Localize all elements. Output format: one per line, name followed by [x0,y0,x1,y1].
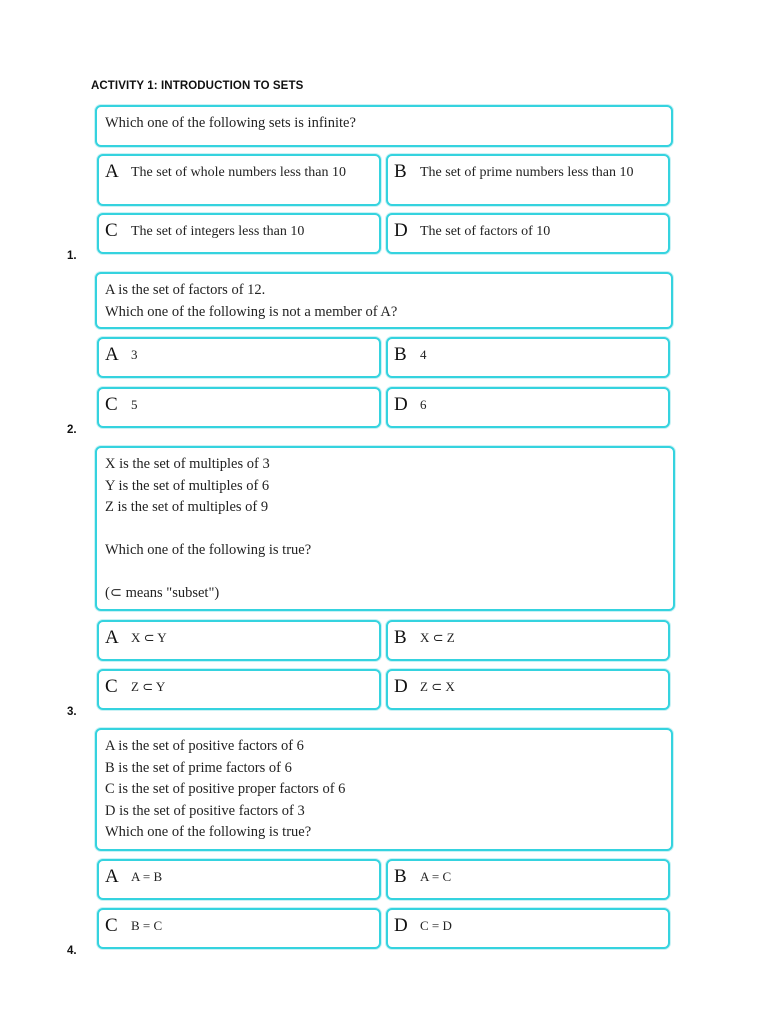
question-4-number: 4. [67,945,77,957]
question-4-line-5: Which one of the following is true? [105,824,312,840]
option-letter: C [105,394,118,415]
option-text: 4 [420,347,427,362]
question-1-line-1: Which one of the following sets is infinite? [105,115,356,131]
question-1-option-b[interactable] [386,154,670,206]
option-letter: A [105,627,119,648]
question-3-stem [95,446,675,611]
question-3-option-c[interactable] [97,669,381,710]
option-letter: A [105,344,119,365]
option-text: Z ⊂ X [420,679,455,694]
option-text: X ⊂ Z [420,630,455,645]
question-2-option-c[interactable] [97,387,381,428]
question-4-option-a[interactable] [97,859,381,900]
option-letter: B [394,627,407,648]
option-text: The set of integers less than 10 [131,224,305,239]
option-letter: C [105,676,118,697]
spacer [105,519,665,541]
question-3-option-d[interactable] [386,669,670,710]
question-4-line-1: A is the set of positive factors of 6 [105,738,304,754]
question-3-line-5: (⊂ means "subset") [105,585,220,601]
question-2-line-1: A is the set of factors of 12. [105,282,266,298]
option-letter: D [394,220,408,241]
activity-title: ACTIVITY 1: INTRODUCTION TO SETS [91,80,304,92]
question-4-stem [95,728,673,851]
option-letter: D [394,915,408,936]
question-4-option-d[interactable] [386,908,670,949]
question-2-option-a[interactable] [97,337,381,378]
question-1-option-c[interactable] [97,213,381,254]
option-text: C = D [420,918,452,933]
question-3-line-3: Z is the set of multiples of 9 [105,499,269,515]
option-text: B = C [131,918,163,933]
question-3-option-b[interactable] [386,620,670,661]
option-letter: A [105,866,119,887]
question-1-number: 1. [67,250,77,262]
option-text: 5 [131,397,138,412]
question-3-number: 3. [67,706,77,718]
option-text: 6 [420,397,427,412]
question-1-option-a[interactable] [97,154,381,206]
option-letter: D [394,394,408,415]
question-2-line-2: Which one of the following is not a member of A? [105,303,398,320]
option-text: A = C [420,869,452,884]
option-text: A = B [131,869,163,884]
question-4-line-4: D is the set of positive factors of 3 [105,802,305,819]
question-1-stem [95,105,673,147]
option-text: 3 [131,347,138,362]
question-1-option-d[interactable] [386,213,670,254]
option-text: The set of factors of 10 [420,224,551,239]
question-2-stem [95,272,673,329]
option-letter: C [105,220,118,241]
question-4-option-b[interactable] [386,859,670,900]
option-letter: A [105,161,119,182]
question-4-line-2: B is the set of prime factors of 6 [105,759,292,776]
question-4-option-c[interactable] [97,908,381,949]
question-2-option-d[interactable] [386,387,670,428]
question-3-line-2: Y is the set of multiples of 6 [105,477,270,494]
option-text: The set of prime numbers less than 10 [420,165,634,180]
spacer [105,562,665,584]
question-3-line-4: Which one of the following is true? [105,542,312,558]
option-letter: C [105,915,118,936]
option-letter: B [394,161,407,182]
option-letter: B [394,344,407,365]
question-2-option-b[interactable] [386,337,670,378]
question-3-line-1: X is the set of multiples of 3 [105,456,270,472]
option-text: Z ⊂ Y [131,679,166,694]
question-4-line-3: C is the set of positive proper factors of 6 [105,781,346,797]
option-text: The set of whole numbers less than 10 [131,165,347,180]
option-letter: B [394,866,407,887]
option-letter: D [394,676,408,697]
option-text: X ⊂ Y [131,630,167,645]
question-2-number: 2. [67,424,77,436]
question-3-option-a[interactable] [97,620,381,661]
